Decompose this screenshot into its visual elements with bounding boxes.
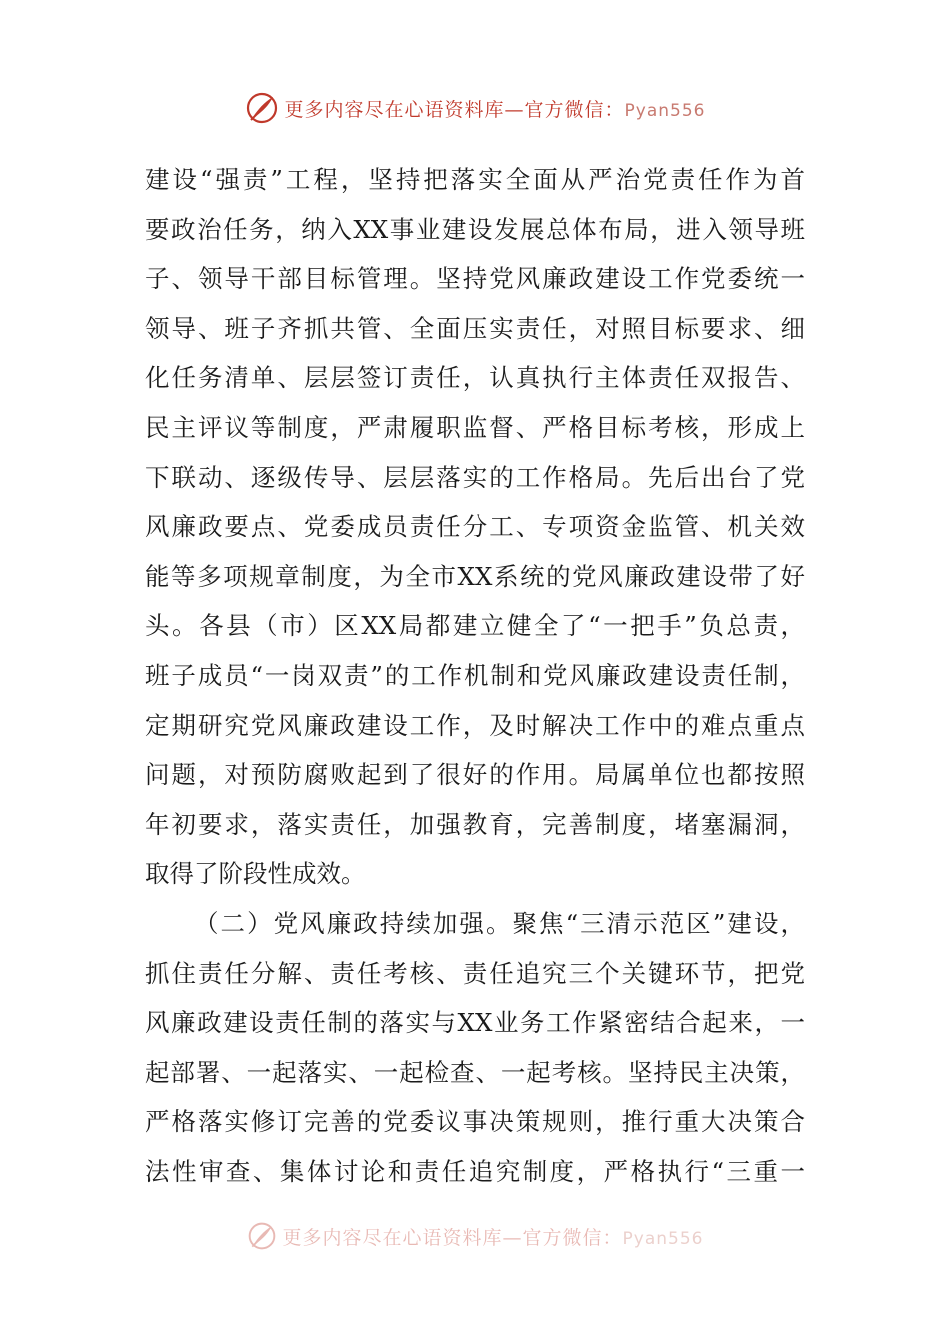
quill-pen-logo-icon [247,1221,277,1251]
text-line: 子、领导干部目标管理。坚持党风廉政建设工作党委统一 [145,264,805,294]
footer-banner [283,1223,704,1250]
text-line: 能等多项规章制度，为全市XX系统的党风廉政建设带了好 [145,561,805,591]
text-line: 要政治任务，纳入XX事业建设发展总体布局，进入领导班 [145,214,805,244]
watermark-header [0,88,950,128]
footer-banner-text: 更多内容尽在心语资料库—官方微信： [282,1226,623,1249]
text-line: 建设“强责”工程，坚持把落实全面从严治党责任作为首 [145,165,805,194]
text-line: 严格落实修订完善的党委议事决策规则，推行重大决策合 [145,1107,805,1137]
header-banner-text: 更多内容尽在心语资料库—官方微信： [284,98,625,121]
document-body [145,155,805,1196]
watermark-footer [0,1218,950,1254]
header-banner [285,95,706,122]
text-line: 风廉政要点、党委成员责任分工、专项资金监管、机关效 [145,512,805,542]
text-line: 定期研究党风廉政建设工作，及时解决工作中的难点重点 [145,710,805,740]
section-heading-line: （二）党风廉政持续加强。聚焦“三清示范区”建设， [194,908,805,938]
text-line: 领导、班子齐抓共管、全面压实责任，对照目标要求、细 [145,313,805,343]
text-line: 风廉政建设责任制的落实与XX业务工作紧密结合起来，一 [145,1008,805,1038]
text-line: 起部署、一起落实、一起检查、一起考核。坚持民主决策， [145,1057,805,1087]
header-contact: Pyan556 [624,100,706,121]
quill-pen-logo-icon [245,91,279,125]
text-line: 化任务清单、层层签订责任，认真执行主体责任双报告、 [145,363,805,393]
text-line: 抓住责任分解、责任考核、责任追究三个关键环节，把党 [145,958,805,988]
text-line: 民主评议等制度，严肃履职监督、严格目标考核，形成上 [145,412,805,442]
text-line: 班子成员“一岗双责”的工作机制和党风廉政建设责任制， [145,660,805,690]
text-line: 下联动、逐级传导、层层落实的工作格局。先后出台了党 [145,462,805,492]
text-line: 头。各县（市）区XX局都建立健全了“一把手”负总责， [145,611,805,641]
footer-contact: Pyan556 [622,1228,704,1249]
text-line: 年初要求，落实责任，加强教育，完善制度，堵塞漏洞， [145,809,805,839]
text-line: 问题，对预防腐败起到了很好的作用。局属单位也都按照 [145,760,805,790]
text-line: 法性审查、集体讨论和责任追究制度，严格执行“三重一 [145,1156,805,1186]
text-line: 取得了阶段性成效。 [145,859,366,889]
